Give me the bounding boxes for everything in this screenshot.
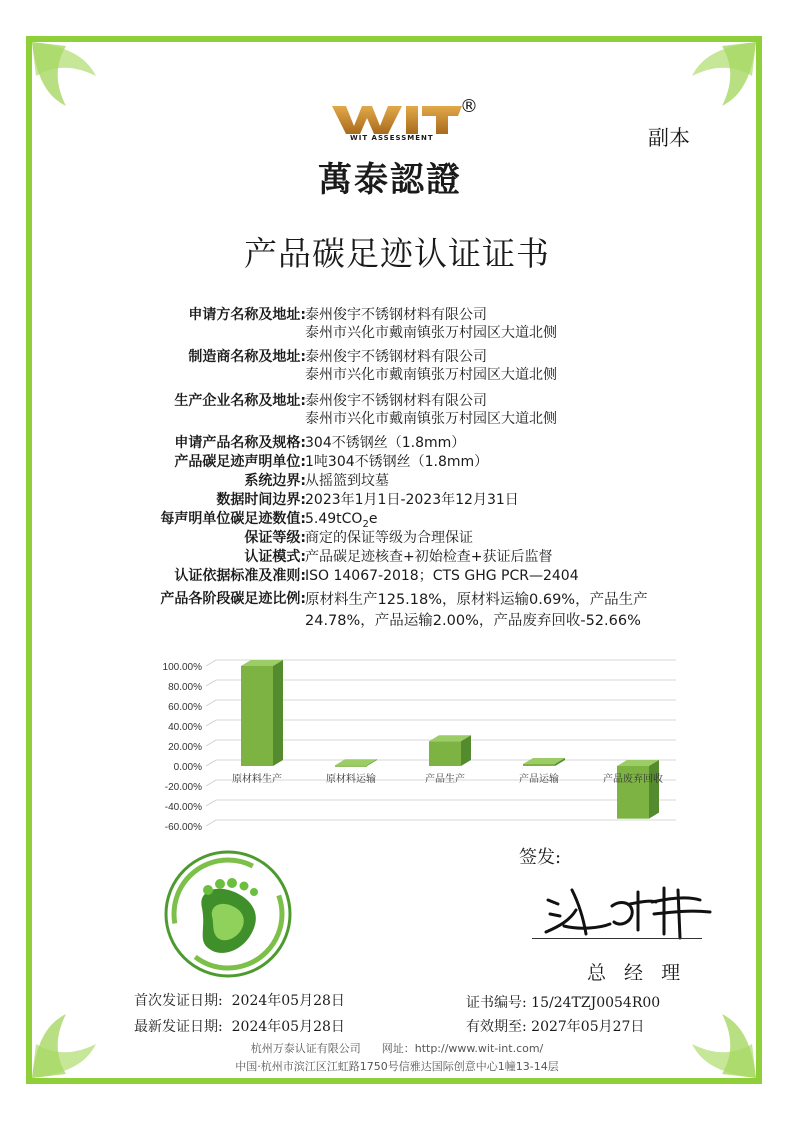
first-issue-date: 首次发证日期: 2024年05月28日 <box>134 993 345 1009</box>
field-value: 从摇篮到坟墓 <box>305 473 389 489</box>
y-tick-label: 40.00% <box>168 722 202 733</box>
grid-line-side <box>206 680 216 686</box>
field-label: 保证等级: <box>244 530 306 546</box>
grid-line-side <box>206 800 216 806</box>
field-value: 产品碳足迹核查+初始检查+获证后监督 <box>305 549 553 565</box>
footer-address: 中国·杭州市滨江区江虹路1750号信雅达国际创意中心1幢13-14层 <box>235 1060 559 1073</box>
bar-side <box>273 660 283 766</box>
field-label: 生产企业名称及地址: <box>174 393 306 409</box>
grid-line-side <box>206 780 216 786</box>
field-label: 制造商名称及地址: <box>188 349 306 365</box>
field-value: 5.49tCO$_2$e <box>305 511 378 530</box>
field-label: 系统边界: <box>244 473 306 489</box>
latest-issue-date: 最新发证日期: 2024年05月28日 <box>134 1019 345 1035</box>
y-tick-label: 100.00% <box>162 662 202 673</box>
corner-ornament-top-left <box>26 36 146 156</box>
handwritten-signature <box>540 870 720 940</box>
field-label: 产品碳足迹声明单位: <box>174 454 306 470</box>
y-tick-label: 0.00% <box>173 762 202 773</box>
grid-line-side <box>206 760 216 766</box>
brand-name: 萬泰認證 <box>318 160 462 200</box>
grid-line-side <box>206 740 216 746</box>
certificate-title: 产品碳足迹认证证书 <box>244 234 550 273</box>
bar-side <box>649 760 659 819</box>
field-label: 认证依据标准及准则: <box>174 568 306 584</box>
field-value: 泰州俊宇不锈钢材料有限公司 泰州市兴化市戴南镇张万村园区大道北侧 <box>305 307 557 341</box>
wit-logo <box>332 102 462 138</box>
bar-front <box>241 666 273 766</box>
signatory-title: 总 经 理 <box>587 962 687 984</box>
bar-front <box>523 764 555 766</box>
field-value: 2023年1月1日-2023年12月31日 <box>305 492 519 508</box>
logo-subtitle: WIT ASSESSMENT <box>350 134 434 142</box>
grid-line-side <box>206 820 216 826</box>
signature-line <box>532 938 702 939</box>
valid-until-date: 有效期至: 2027年05月27日 <box>466 1019 645 1035</box>
registered-mark: ® <box>460 96 478 117</box>
field-value: ISO 14067-2018；CTS GHG PCR—2404 <box>305 568 579 584</box>
field-value: 泰州俊宇不锈钢材料有限公司 泰州市兴化市戴南镇张万村园区大道北侧 <box>305 393 557 427</box>
x-category-label: 产品生产 <box>425 774 465 785</box>
field-value: 1吨304不锈钢丝（1.8mm） <box>305 454 489 470</box>
signature-label: 签发: <box>519 847 562 868</box>
field-label: 每声明单位碳足迹数值: <box>160 511 306 527</box>
y-tick-label: 60.00% <box>168 702 202 713</box>
bar-front <box>335 765 367 767</box>
grid-line-side <box>206 720 216 726</box>
x-category-label: 产品运输 <box>519 774 559 785</box>
bar-front <box>429 741 461 766</box>
field-value: 原材料生产125.18%，原材料运输0.69%，产品生产 24.78%，产品运输2.00%，产品废弃回收-52.66% <box>305 592 648 629</box>
field-value: 商定的保证等级为合理保证 <box>305 530 473 546</box>
y-tick-label: 80.00% <box>168 682 202 693</box>
grid-line-side <box>206 660 216 666</box>
field-label: 申请方名称及地址: <box>188 307 306 323</box>
carbon-footprint-chart <box>140 650 700 840</box>
grid-line-side <box>206 700 216 706</box>
x-category-label: 产品废弃回收 <box>603 774 663 785</box>
y-tick-label: -20.00% <box>164 782 202 793</box>
field-label: 数据时间边界: <box>216 492 306 508</box>
footprint-logo <box>162 848 294 980</box>
y-tick-label: 20.00% <box>168 742 202 753</box>
field-label: 产品各阶段碳足迹比例: <box>160 591 306 607</box>
x-category-label: 原材料运输 <box>326 774 376 785</box>
field-label: 认证模式: <box>244 549 306 565</box>
field-value: 304不锈钢丝（1.8mm） <box>305 435 466 451</box>
field-value: 泰州俊宇不锈钢材料有限公司 泰州市兴化市戴南镇张万村园区大道北侧 <box>305 349 557 383</box>
footer-company-line: 杭州万泰认证有限公司 网址：http://www.wit-int.com/ <box>250 1042 544 1055</box>
copy-mark: 副本 <box>648 126 690 150</box>
certificate-number: 证书编号: 15/24TZJ0054R00 <box>466 995 661 1011</box>
field-label: 申请产品名称及规格: <box>174 435 306 451</box>
y-tick-label: -40.00% <box>164 802 202 813</box>
x-category-label: 原材料生产 <box>232 774 282 785</box>
y-tick-label: -60.00% <box>164 822 202 833</box>
